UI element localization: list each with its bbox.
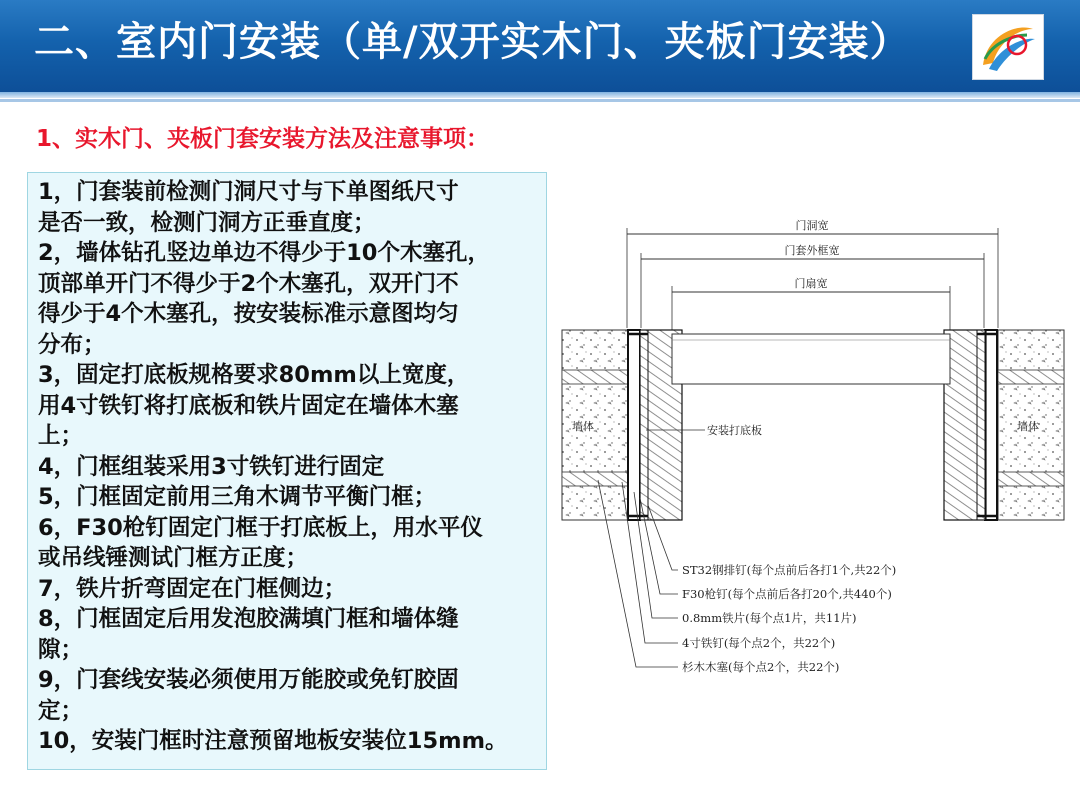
instruction-line: 是否一致，检测门洞方正垂直度； xyxy=(38,209,376,236)
instruction-line: 用4寸铁钉将打底板和铁片固定在墙体木塞 xyxy=(38,392,459,419)
callout-iron-nail: 4寸铁钉(每个点2个，共22个) xyxy=(682,636,836,650)
dim-door-opening-label: 门洞宽 xyxy=(795,219,829,232)
dimension-door-opening xyxy=(627,218,998,328)
door-frame-diagram xyxy=(555,210,1065,690)
right-wall xyxy=(998,330,1064,520)
dimension-door-leaf xyxy=(672,276,950,332)
header-bar xyxy=(0,0,1080,92)
dim-frame-outer-label: 门套外框宽 xyxy=(784,244,840,257)
instruction-line: 1，门套装前检测门洞尺寸与下单图纸尺寸 xyxy=(38,179,459,205)
instruction-line: 4，门框组装采用3寸铁钉进行固定 xyxy=(38,453,385,480)
door-leaf xyxy=(672,334,950,384)
instruction-line: 7，铁片折弯固定在门框侧边； xyxy=(38,575,347,602)
instruction-line: 上； xyxy=(38,423,84,449)
dim-door-leaf-label: 门扇宽 xyxy=(794,277,828,290)
instruction-line: 隙； xyxy=(38,636,84,663)
wall-right-label: 墙体 xyxy=(1017,420,1039,433)
callout-wood-plug: 杉木木塞(每个点2个，共22个) xyxy=(682,660,840,674)
instruction-line: 2，墙体钻孔竖边单边不得少于10个木塞孔， xyxy=(38,240,490,266)
header-divider-thin xyxy=(0,99,1080,102)
instruction-line: 10，安装门框时注意预留地板安装位15mm。 xyxy=(38,728,508,754)
left-wall xyxy=(562,330,628,520)
instruction-line: 9，门套线安装必须使用万能胶或免钉胶固 xyxy=(38,667,459,693)
wall-left-label: 墙体 xyxy=(572,420,594,433)
section-subtitle: 1、实木门、夹板门套安装方法及注意事项： xyxy=(36,126,490,152)
instruction-line: 得少于4个木塞孔，按安装标准示意图均匀 xyxy=(38,301,459,327)
instruction-line: 定； xyxy=(38,697,84,724)
instruction-line: 8，门框固定后用发泡胶满填门框和墙体缝 xyxy=(38,606,459,632)
callout-iron-sheet: 0.8mm铁片(每个点1片，共11片) xyxy=(682,611,857,625)
callout-f30: F30枪钉(每个点前后各打20个,共440个) xyxy=(682,587,892,601)
swirl-logo-icon xyxy=(972,14,1044,80)
instruction-line: 3，固定打底板规格要求80mm以上宽度， xyxy=(38,362,470,388)
instruction-line: 或吊线锤测试门框方正度； xyxy=(38,545,309,571)
page-title: 二、室内门安装（单/双开实木门、夹板门安装） xyxy=(34,19,911,65)
right-door-frame xyxy=(944,330,997,520)
instruction-line: 分布； xyxy=(38,331,106,358)
instruction-line: 顶部单开门不得少于2个木塞孔，双开门不 xyxy=(38,270,459,297)
header-divider xyxy=(0,92,1080,98)
instruction-line: 5，门框固定前用三角木调节平衡门框； xyxy=(38,484,437,510)
instruction-line: 6，F30枪钉固定门框于打底板上，用水平仪 xyxy=(38,514,483,541)
callout-st32: ST32钢排钉(每个点前后各打1个,共22个) xyxy=(682,563,897,577)
base-board-label: 安装打底板 xyxy=(707,424,762,437)
instructions-box xyxy=(27,172,547,770)
